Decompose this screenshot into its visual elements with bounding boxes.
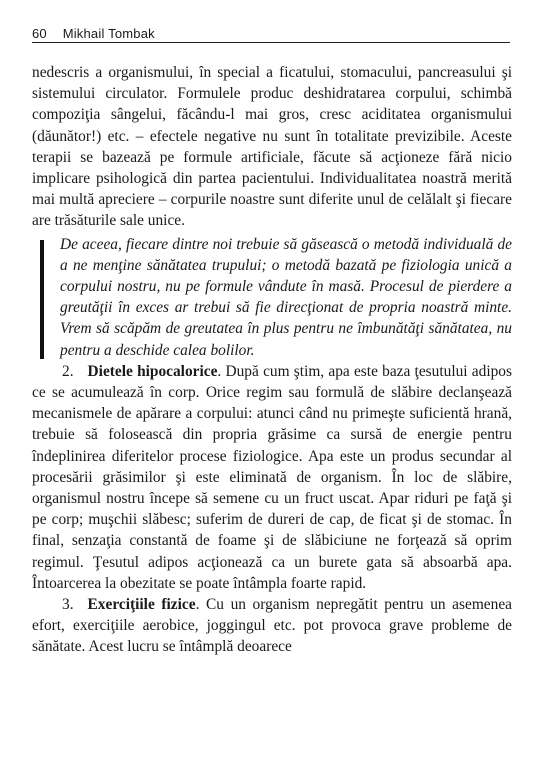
section-text: . Cu un organism nepregătit pentru un asemenea efort, exerciţiile aerobice, joggingul etc. pot provoca grave probleme de sănătate. Acest lucru se întâmplă deoarece: [32, 596, 512, 656]
intro-paragraph: nedescris a organismului, în special a ficatului, stomacului, pancreasului şi sistemului circulator. Formulele produc deshidratarea corpului, schimbă compoziţia sângelui, făcându-l mai gros, cresc aciditatea organismului (dăunător!) etc. – efectele negative nu sunt în totalitate previzibile. Aceste terapii se bazează pe formule artificiale, făcute să acţioneze fără nicio implicare psihologică din partea pacientului. Individualitatea noastră merită mai multă apreciere – corpurile noastre sunt diferite unul de celălalt şi fiecare are trăsăturile sale unice.: [32, 64, 512, 230]
section-title: Dietele hipocalorice: [87, 362, 218, 380]
section-number: 2.: [62, 362, 74, 380]
page-number: 60: [32, 26, 47, 41]
section-dietele-hipocalorice: [32, 361, 512, 594]
author-name: Mikhail Tombak: [62, 26, 155, 41]
highlighted-quote: [36, 234, 512, 361]
section-number: 3.: [62, 596, 74, 614]
section-text: . După cum ştim, apa este baza ţesutului adipos ce se acumulează în corp. Orice regim sau formulă de slăbire declanşează mecanismele de apărare a corpului: atunci când nu primeşte suficientă hrană, trebuie să folosească din propria grăsime ca sursă de energie pentru îndeplinirea diferitelor procese fiziologice. Apa este un produs secundar al procesării grăsimilor şi este eliminată de organism. În loc de slăbire, organismul nostru începe să semene cu un fruct uscat. Apar riduri pe faţă şi pe corp; muşchii slăbesc; suferim de dureri de cap, de ficat şi de stomac. În final, senzaţia constantă de foame şi de slăbiciune ne forţează să oprim regimul. Ţesutul adipos acţionează ca un burete gata să absoarbă apa. Întoarcerea la obezitate se poate întâmpla foarte rapid.: [32, 362, 512, 592]
page-body: [32, 62, 512, 658]
quote-text: De aceea, fiecare dintre noi trebuie să găsească o metodă individuală de a ne menţine sănătatea trupului; o metodă bazată pe fiziologia unică a corpului nostru, nu pe formule vândute în masă. Procesul de pierdere a greutăţii în exces ar trebui să fie direcţionat de propria noastră minte. Vrem să scăpăm de greutatea în plus pentru ne îmbunătăţi sănătatea, nu pentru a deschide calea bolilor.: [60, 235, 512, 359]
section-title: Exerciţiile fizice: [87, 596, 196, 614]
quote-bar: [40, 240, 44, 359]
header-rule: [32, 42, 510, 43]
section-exercitiile-fizice: [32, 594, 512, 658]
running-header: [32, 26, 512, 46]
